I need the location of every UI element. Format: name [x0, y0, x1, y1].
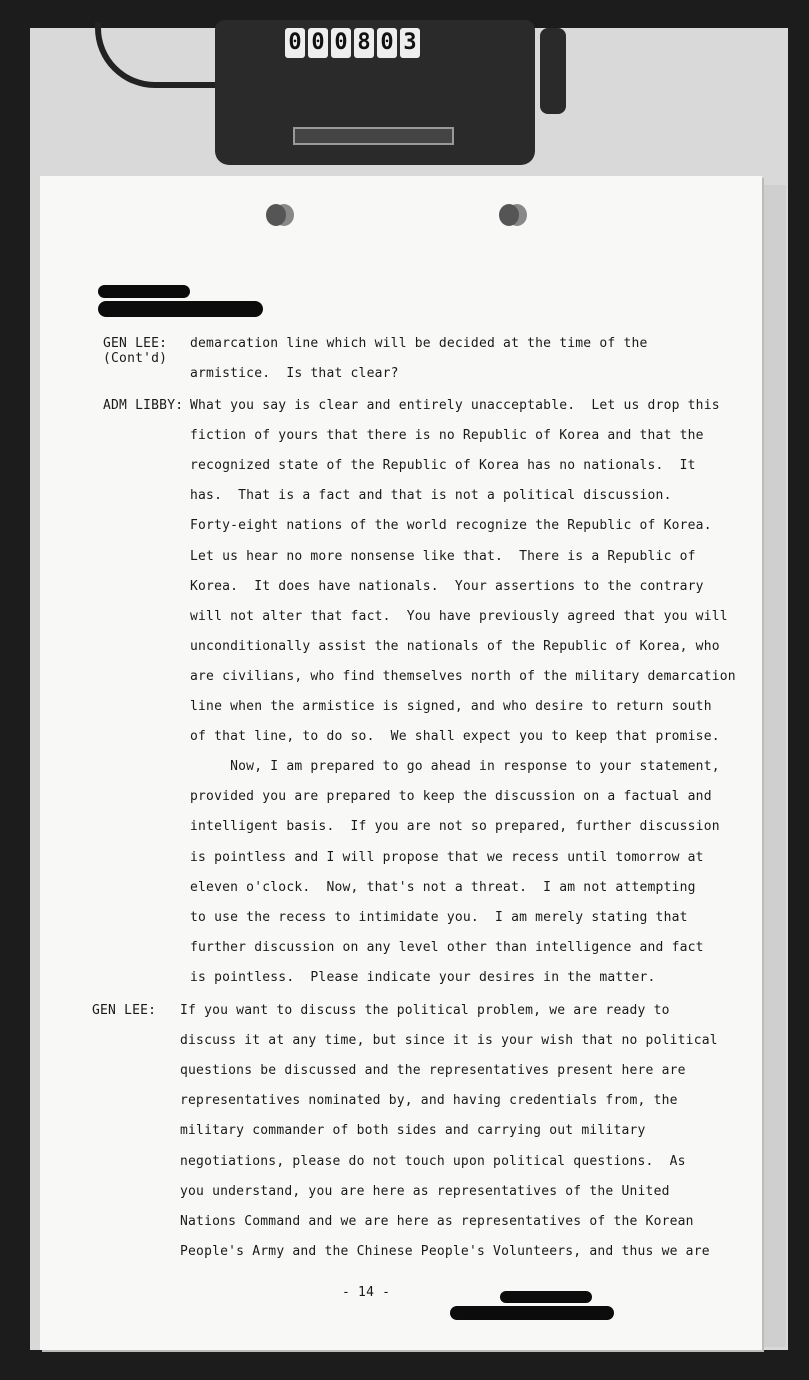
- speaker-label: GEN LEE:: [103, 336, 168, 351]
- transcript-line: discuss it at any time, but since it is your wish that no political: [180, 1033, 718, 1049]
- counter-digit: 0: [377, 28, 397, 58]
- redaction-mark: [500, 1291, 592, 1303]
- transcript-line: will not alter that fact. You have previously agreed that you will: [190, 608, 728, 624]
- transcript-line: armistice. Is that clear?: [190, 366, 399, 382]
- transcript-line: Now, I am prepared to go ahead in response to your statement,: [190, 759, 720, 775]
- counter-digit: 0: [285, 28, 305, 58]
- page-number: - 14 -: [342, 1285, 391, 1300]
- transcript-line: military commander of both sides and carrying out military: [180, 1123, 646, 1139]
- transcript-line: eleven o'clock. Now, that's not a threat. I am not attempting: [190, 879, 696, 895]
- counter-slot: [293, 127, 454, 145]
- counter-knob: [540, 28, 566, 114]
- counter-digit: 3: [400, 28, 420, 58]
- transcript-line: to use the recess to intimidate you. I am merely stating that: [190, 909, 688, 925]
- transcript-line: is pointless and I will propose that we recess until tomorrow at: [190, 849, 704, 865]
- transcript-line: demarcation line which will be decided at the time of the: [190, 336, 648, 351]
- speaker-continuation-note: (Cont'd): [103, 351, 168, 366]
- transcript-line: Forty-eight nations of the world recognize the Republic of Korea.: [190, 518, 712, 534]
- transcript-line: representatives nominated by, and having credentials from, the: [180, 1093, 678, 1109]
- redaction-mark: [98, 285, 190, 298]
- redaction-mark: [98, 301, 263, 317]
- transcript-line: you understand, you are here as representatives of the United: [180, 1183, 670, 1199]
- frame-counter: [285, 28, 420, 60]
- counter-digit: 8: [354, 28, 374, 58]
- transcript-line: line when the armistice is signed, and who desire to return south: [190, 699, 712, 714]
- transcript-line: Let us hear no more nonsense like that. There is a Republic of: [190, 548, 696, 564]
- transcript-line: recognized state of the Republic of Korea has no nationals. It: [190, 458, 696, 474]
- transcript-line: questions be discussed and the representatives present here are: [180, 1063, 686, 1079]
- counter-digit: 0: [308, 28, 328, 58]
- transcript-line: has. That is a fact and that is not a political discussion.: [190, 488, 672, 504]
- transcript-line: fiction of yours that there is no Republic of Korea and that the: [190, 428, 704, 444]
- transcript-line: of that line, to do so. We shall expect you to keep that promise.: [190, 729, 720, 745]
- punch-hole: [499, 204, 519, 226]
- speaker-label: GEN LEE:: [92, 1003, 157, 1018]
- transcript-line: is pointless. Please indicate your desires in the matter.: [190, 969, 656, 985]
- transcript-line: further discussion on any level other than intelligence and fact: [190, 939, 704, 955]
- transcript-line: are civilians, who find themselves north of the military demarcation: [190, 668, 736, 684]
- redaction-mark: [450, 1306, 614, 1320]
- punch-hole: [266, 204, 286, 226]
- transcript-line: What you say is clear and entirely unacceptable. Let us drop this: [190, 398, 720, 413]
- speaker-label: ADM LIBBY:: [103, 398, 184, 413]
- transcript-line: Nations Command and we are here as representatives of the Korean: [180, 1213, 694, 1229]
- transcript-line: People's Army and the Chinese People's Volunteers, and thus we are: [180, 1243, 710, 1259]
- transcript-line: unconditionally assist the nationals of the Republic of Korea, who: [190, 638, 720, 654]
- transcript-line: negotiations, please do not touch upon political questions. As: [180, 1153, 686, 1169]
- transcript-line: provided you are prepared to keep the discussion on a factual and: [190, 789, 712, 805]
- counter-digit: 0: [331, 28, 351, 58]
- transcript-line: Korea. It does have nationals. Your assertions to the contrary: [190, 578, 704, 594]
- transcript-line: intelligent basis. If you are not so prepared, further discussion: [190, 819, 720, 835]
- transcript-line: If you want to discuss the political problem, we are ready to: [180, 1003, 670, 1018]
- paper-edge-shadow: [760, 185, 786, 1347]
